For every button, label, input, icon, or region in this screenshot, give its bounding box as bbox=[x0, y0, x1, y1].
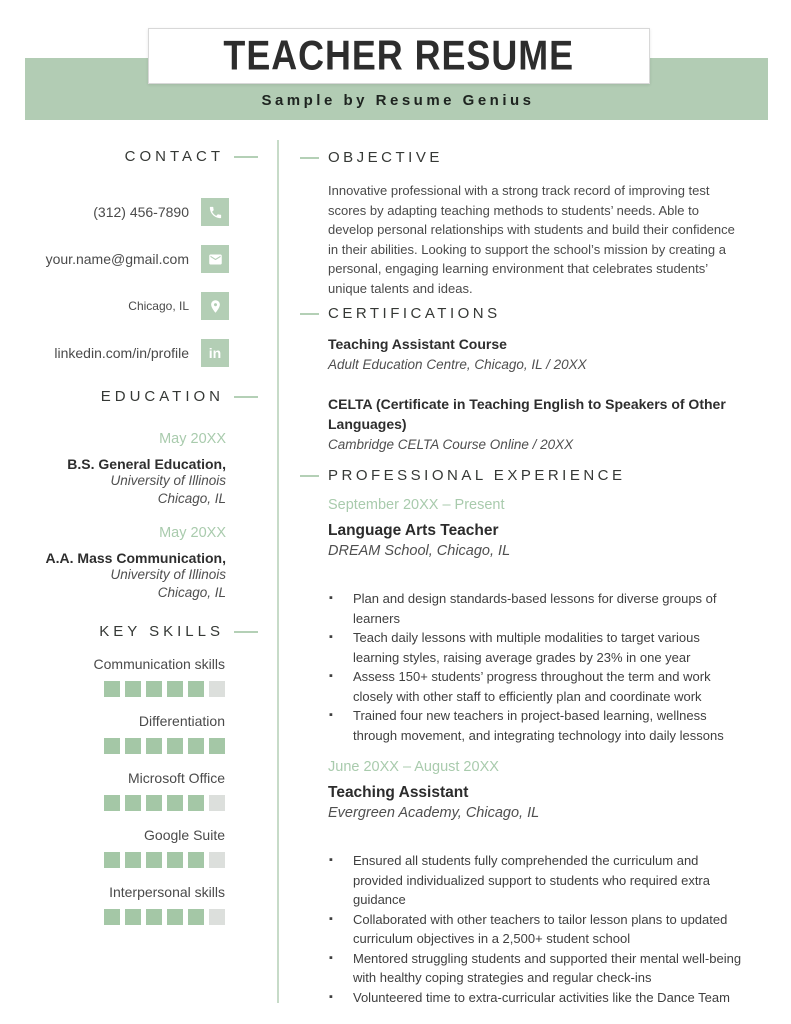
contact-row-location bbox=[40, 292, 258, 320]
job-bullet: ▪ Ensured all students fully comprehended the curriculum and provided individualized support to students who required extra guidance bbox=[328, 851, 746, 910]
skill-square bbox=[125, 852, 141, 868]
education-location: Chicago, IL bbox=[157, 584, 226, 600]
job-title: Language Arts Teacher bbox=[328, 522, 499, 539]
skill-square bbox=[146, 852, 162, 868]
job-bullet-list bbox=[328, 589, 746, 745]
certifications-heading-label: CERTIFICATIONS bbox=[328, 305, 501, 322]
contact-row-phone bbox=[40, 198, 258, 226]
skill-square bbox=[125, 681, 141, 697]
skill-square bbox=[188, 681, 204, 697]
objective-heading-label: OBJECTIVE bbox=[328, 149, 443, 166]
education-school: University of Illinois bbox=[110, 567, 226, 582]
objective-text: Innovative professional with a strong track record of improving test scores by adapting teaching methods to students’ needs. Able to develop personal relationships with students and build their confidence in their abilities. Looking to support the school’s mission by creating a personal, engaging learning environment that celebrates students’ unique talents and ideas. bbox=[328, 183, 735, 296]
job-dates: June 20XX – August 20XX bbox=[328, 759, 499, 775]
job-title: Teaching Assistant bbox=[328, 784, 469, 801]
skill-square bbox=[146, 681, 162, 697]
skill-level-squares bbox=[40, 681, 225, 697]
skill-item bbox=[40, 770, 258, 811]
skill-item bbox=[40, 884, 258, 925]
job-bullet: ▪ Plan and design standards-based lessons for diverse groups of learners bbox=[328, 589, 746, 628]
skill-square bbox=[188, 795, 204, 811]
key-skills-section-heading bbox=[40, 623, 258, 640]
phone-icon bbox=[201, 198, 229, 226]
education-date: May 20XX bbox=[159, 431, 226, 447]
heading-dash bbox=[300, 475, 319, 477]
skill-square bbox=[188, 909, 204, 925]
certification-detail: Cambridge CELTA Course Online / 20XX bbox=[328, 437, 574, 452]
column-divider bbox=[277, 140, 279, 1003]
resume-title: TEACHER RESUME bbox=[223, 32, 575, 79]
sidebar bbox=[40, 140, 258, 925]
job-company: Evergreen Academy, Chicago, IL bbox=[328, 805, 540, 821]
job-entry bbox=[300, 497, 746, 745]
resume-title-box bbox=[148, 28, 650, 84]
skill-square bbox=[167, 681, 183, 697]
contact-row-linkedin bbox=[40, 339, 258, 367]
skill-square bbox=[104, 852, 120, 868]
education-section-heading bbox=[40, 388, 258, 405]
skill-square bbox=[209, 738, 225, 754]
heading-dash bbox=[234, 156, 258, 158]
job-bullet-list bbox=[328, 851, 746, 1007]
skill-level-squares bbox=[40, 738, 225, 754]
education-date: May 20XX bbox=[159, 525, 226, 541]
education-school: University of Illinois bbox=[110, 473, 226, 488]
skill-square bbox=[146, 909, 162, 925]
job-bullet: ▪ Volunteered time to extra-curricular activities like the Dance Team bbox=[328, 988, 746, 1008]
skill-level-squares bbox=[40, 909, 225, 925]
skill-square bbox=[167, 909, 183, 925]
experience-heading-label: PROFESSIONAL EXPERIENCE bbox=[328, 467, 626, 484]
heading-dash bbox=[234, 631, 258, 633]
skill-square bbox=[188, 738, 204, 754]
education-degree: B.S. General Education, bbox=[67, 456, 226, 472]
skill-square bbox=[104, 795, 120, 811]
certifications-section-heading bbox=[300, 305, 746, 322]
certification-title: Teaching Assistant Course bbox=[328, 336, 507, 352]
skill-square bbox=[104, 909, 120, 925]
job-dates: September 20XX – Present bbox=[328, 497, 505, 513]
job-bullet: ▪ Teach daily lessons with multiple modalities to target various learning styles, raising average grades by 23% in one year bbox=[328, 628, 746, 667]
resume-subtitle: Sample by Resume Genius bbox=[261, 92, 535, 109]
skill-square bbox=[209, 852, 225, 868]
job-bullet: ▪ Assess 150+ students’ progress throughout the term and work closely with other staff to efficiently plan and coordinate work bbox=[328, 667, 746, 706]
contact-heading-label: CONTACT bbox=[124, 148, 224, 165]
skill-square bbox=[188, 852, 204, 868]
skill-square bbox=[209, 909, 225, 925]
skill-square bbox=[125, 909, 141, 925]
contact-section-heading bbox=[40, 148, 258, 165]
job-entry bbox=[300, 759, 746, 1007]
objective-section-heading bbox=[300, 149, 746, 166]
phone-number: (312) 456-7890 bbox=[93, 204, 189, 220]
contact-row-email bbox=[40, 245, 258, 273]
heading-dash bbox=[234, 396, 258, 398]
skill-square bbox=[104, 738, 120, 754]
education-heading-label: EDUCATION bbox=[100, 388, 224, 405]
skill-label: Differentiation bbox=[138, 713, 225, 729]
education-entry bbox=[40, 525, 258, 601]
skill-label: Communication skills bbox=[93, 656, 225, 672]
skill-level-squares bbox=[40, 795, 225, 811]
heading-dash bbox=[300, 157, 319, 159]
skill-square bbox=[209, 795, 225, 811]
email-address[interactable]: your.name@gmail.com bbox=[45, 251, 189, 267]
skill-square bbox=[125, 795, 141, 811]
certification-entry bbox=[328, 334, 746, 372]
certification-detail: Adult Education Centre, Chicago, IL / 20XX bbox=[328, 357, 587, 372]
skill-label: Interpersonal skills bbox=[109, 884, 225, 900]
skill-item bbox=[40, 713, 258, 754]
skill-item bbox=[40, 656, 258, 697]
job-bullet: ▪ Mentored struggling students and supported their mental well-being with healthy coping strategies and regular check-ins bbox=[328, 949, 746, 988]
certification-entry bbox=[328, 394, 746, 452]
contact-list bbox=[40, 198, 258, 367]
education-entry bbox=[40, 431, 258, 507]
skill-square bbox=[209, 681, 225, 697]
skill-square bbox=[125, 738, 141, 754]
job-company: DREAM School, Chicago, IL bbox=[328, 543, 511, 559]
skill-level-squares bbox=[40, 852, 225, 868]
skill-square bbox=[167, 795, 183, 811]
skill-square bbox=[146, 795, 162, 811]
main-column bbox=[300, 140, 746, 1007]
key-skills-heading-label: KEY SKILLS bbox=[99, 623, 224, 640]
education-degree: A.A. Mass Communication, bbox=[45, 550, 226, 566]
heading-dash bbox=[300, 313, 319, 315]
skill-label: Microsoft Office bbox=[128, 770, 225, 786]
linkedin-url[interactable]: linkedin.com/in/profile bbox=[54, 345, 189, 361]
skill-item bbox=[40, 827, 258, 868]
certification-title: CELTA (Certificate in Teaching English to Speakers of Other Languages) bbox=[328, 396, 726, 432]
job-bullet: ▪ Collaborated with other teachers to tailor lesson plans to updated curriculum objectives in a 2,500+ student school bbox=[328, 910, 746, 949]
location-pin-icon bbox=[201, 292, 229, 320]
skill-square bbox=[104, 681, 120, 697]
location-text: Chicago, IL bbox=[128, 299, 189, 313]
skill-label: Google Suite bbox=[144, 827, 225, 843]
skill-square bbox=[167, 738, 183, 754]
skill-square bbox=[167, 852, 183, 868]
experience-section-heading bbox=[300, 467, 746, 484]
linkedin-icon: in bbox=[201, 339, 229, 367]
skill-square bbox=[146, 738, 162, 754]
job-bullet: ▪ Trained four new teachers in project-based learning, wellness through movement, and integrating technology into daily lessons bbox=[328, 706, 746, 745]
skills-list bbox=[40, 656, 258, 925]
education-location: Chicago, IL bbox=[157, 490, 226, 506]
email-icon bbox=[201, 245, 229, 273]
